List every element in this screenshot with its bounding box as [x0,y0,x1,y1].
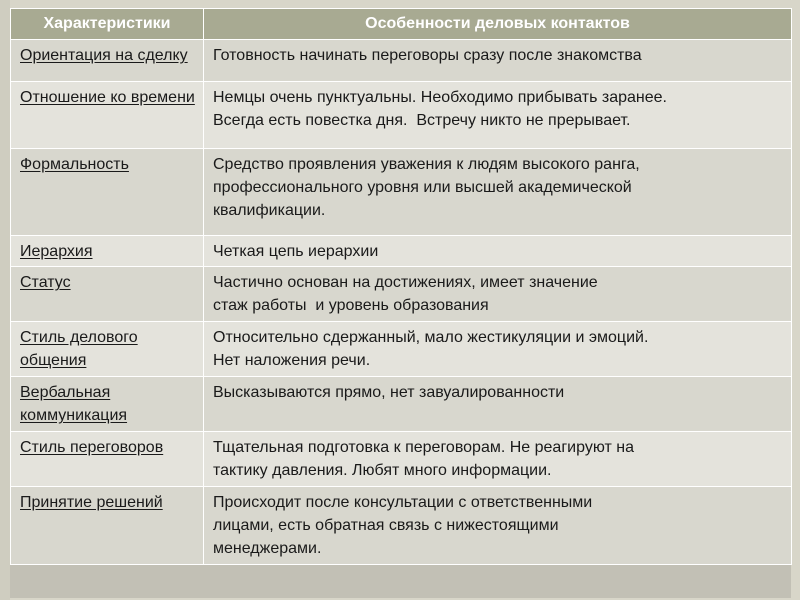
table-body [11,40,792,565]
characteristic-cell [11,322,204,377]
characteristic-link[interactable]: Отношение ко времени [20,89,195,106]
description-cell [204,432,792,487]
description-line: стаж работы и уровень образования [213,297,489,314]
description-cell [204,487,792,565]
table-row [11,40,792,82]
header-features: Особенности деловых контактов [204,9,792,40]
table-header-row [11,9,792,40]
characteristic-link[interactable]: Формальность [20,156,129,173]
table-row [11,377,792,432]
description-line: Относительно сдержанный, мало жестикуляции и эмоций. [213,329,649,346]
description-cell [204,236,792,267]
characteristic-link[interactable]: Статус [20,274,71,291]
description-cell [204,267,792,322]
characteristic-link[interactable]: Стиль переговоров [20,439,164,456]
header-characteristics: Характеристики [11,9,204,40]
description-line: Нет наложения речи. [213,352,371,369]
description-cell [204,82,792,149]
description-line: Частично основан на достижениях, имеет значение [213,274,598,291]
description-cell [204,322,792,377]
characteristic-cell [11,377,204,432]
characteristic-cell [11,487,204,565]
table-row [11,82,792,149]
table-row [11,487,792,565]
characteristic-link[interactable]: Стиль делового общения [20,329,138,369]
business-contacts-table [10,8,792,565]
characteristic-link[interactable]: Принятие решений [20,494,163,511]
table-row [11,149,792,236]
characteristic-cell [11,149,204,236]
description-line: Четкая цепь иерархии [213,243,379,260]
description-cell [204,40,792,82]
characteristic-link[interactable]: Вербальная коммуникация [20,384,128,424]
characteristic-cell [11,267,204,322]
description-cell [204,377,792,432]
table-row [11,236,792,267]
slide [10,8,791,598]
description-line: Готовность начинать переговоры сразу после знакомства [213,47,642,64]
characteristic-cell [11,40,204,82]
description-line: Всегда есть повестка дня. Встречу никто не прерывает. [213,112,631,129]
table-row [11,267,792,322]
table-row [11,432,792,487]
description-line: Немцы очень пунктуальны. Необходимо прибывать заранее. [213,89,667,106]
description-cell [204,149,792,236]
characteristic-cell [11,432,204,487]
description-line: менеджерами. [213,540,322,557]
description-line: тактику давления. Любят много информации. [213,462,552,479]
characteristic-cell [11,236,204,267]
description-line: профессионального уровня или высшей академической [213,179,632,196]
description-line: квалификации. [213,202,326,219]
description-line: Высказываются прямо, нет завуалированности [213,384,565,401]
characteristic-link[interactable]: Ориентация на сделку [20,47,188,64]
page-margin [0,0,10,600]
description-line: лицами, есть обратная связь с нижестоящими [213,517,559,534]
description-line: Тщательная подготовка к переговорам. Не реагируют на [213,439,634,456]
characteristic-cell [11,82,204,149]
description-line: Происходит после консультации с ответственными [213,494,593,511]
description-line: Средство проявления уважения к людям высокого ранга, [213,156,640,173]
characteristic-link[interactable]: Иерархия [20,243,93,260]
table-row [11,322,792,377]
